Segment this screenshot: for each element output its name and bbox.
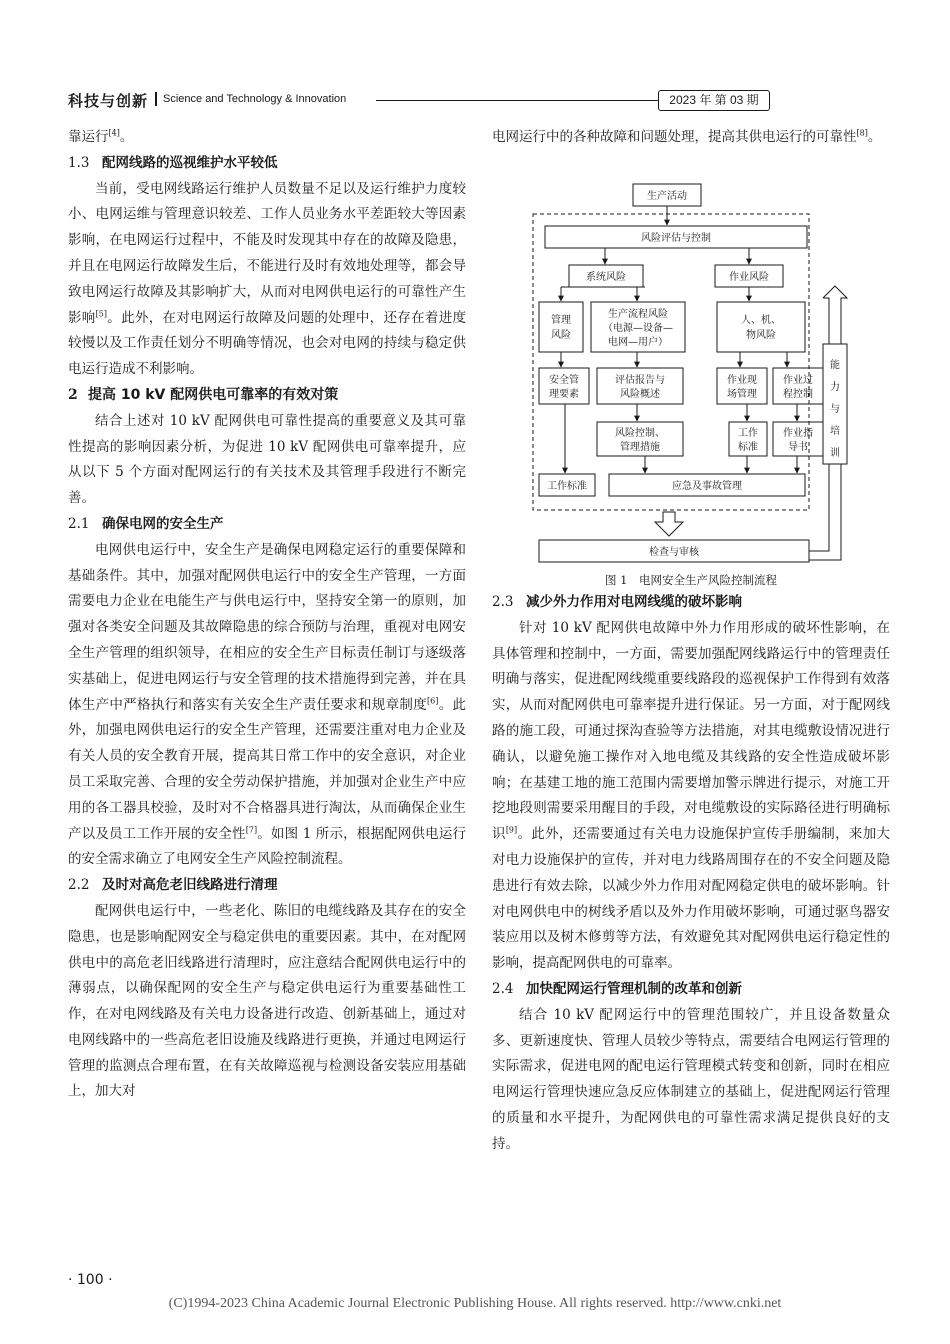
svg-text:理要素: 理要素 xyxy=(549,389,579,400)
svg-text:作业现: 作业现 xyxy=(727,375,757,386)
figure-caption: 图 1 电网安全生产风险控制流程 xyxy=(605,573,777,587)
paragraph: 结合 10 kV 配网运行中的管理范围较广，并且设备数量众多、更新速度快、管理人员较少等特点，需要结合电网运行管理的实际需求，促进电网的配电运行管理模式转变和创新，同时在相应电网运行管理快速应急反应体制建立的基础上，促进配网运行管理的质量和水平提升，为配网供电的可靠性需求满足提供良好的支持。 xyxy=(492,1006,890,1152)
svg-text:检查与审核: 检查与审核 xyxy=(649,547,699,558)
section-heading-2-3: 2.3 减少外力作用对电网线缆的破坏影响 xyxy=(492,594,742,610)
section-heading-2-1: 2.1 确保电网的安全生产 xyxy=(68,515,224,532)
paragraph: 电网运行中的各种故障和问题处理，提高其供电运行的可靠性[8]。 xyxy=(492,128,882,145)
svg-text:培: 培 xyxy=(830,426,840,437)
paragraph: 结合上述对 10 kV 配网供电可靠性提高的重要意义及其可靠性提高的影响因素分析，为促进 10 kV 配网供电可靠率提升，应从以下 5 个方面对配网运行的有关技术及其管理手段进行不断完善。 xyxy=(68,412,466,507)
paragraph: 靠运行[4]。 xyxy=(68,128,134,145)
svg-text:工作标准: 工作标准 xyxy=(547,481,587,492)
risk-control-flowchart xyxy=(525,180,865,570)
svg-text:管理措施: 管理措施 xyxy=(620,442,660,453)
svg-text:能: 能 xyxy=(830,360,840,371)
paragraph: 当前，受电网线路运行维护人员数量不足以及运行维护力度较小、电网运维与管理意识较差、工作人员业务水平差距较大等因素影响，在电网运行过程中，不能及时发现其中存在的故障及隐患，并且在电网运行故障发生后，不能进行及时有效地处理等，都会导致电网运行故障及其影响扩大，从而对电网供电运行的可靠性产生影响[5]。此外，在对电网运行故障及问题的处理中，还存在着进度较慢以及工作责任划分不明确等情况，也会对电网的持续与稳定供电运行造成不利影响。 xyxy=(68,180,467,378)
flowchart-labels xyxy=(547,189,840,558)
right-column-top xyxy=(492,125,890,151)
svg-text:场管理: 场管理 xyxy=(727,389,757,400)
header-divider xyxy=(155,92,157,106)
journal-title-en: Science and Technology & Innovation xyxy=(163,93,347,105)
box-mgmt-risk xyxy=(539,302,583,352)
svg-text:训: 训 xyxy=(830,448,840,459)
svg-text:风险控制、: 风险控制、 xyxy=(615,428,665,439)
svg-text:力: 力 xyxy=(830,382,840,393)
section-heading-1-3: 1.3 配网线路的巡视维护水平较低 xyxy=(68,154,278,171)
svg-text:导书: 导书 xyxy=(788,442,808,453)
section-heading-2-2: 2.2 及时对高危老旧线路进行清理 xyxy=(68,877,278,894)
svg-text:风险: 风险 xyxy=(551,330,571,341)
svg-text:与: 与 xyxy=(830,404,840,415)
paragraph: 配网供电运行中，一些老化、陈旧的电缆线路及其存在的安全隐患，也是影响配网安全与稳定供电的重要因素。其中，在对配网供电中的高危老旧线路进行清理时，应注意结合配网供电运行中的薄弱点，以确保配网的安全生产与稳定供电运行为重要基础性工作，在对电网线路及有关电力设备进行改造、创新基础上，通过对电网线路中的一些高危老旧设施及线路进行更换，并通过电网运行管理的监测点合理布置，在有关故障巡视与检测设备安装应用基础上，加大对 xyxy=(68,902,466,1100)
paragraph: 电网供电运行中，安全生产是确保电网稳定运行的重要保障和基础条件。其中，加强对配网供电运行中的安全生产管理，一方面需要电力企业在电能生产与供电运行中，坚持安全第一的原则，加强对各类安全问题及其故障隐患的综合预防与治理，重视对电网安全生产管理的组织领导，在相应的安全生产目标责任制订与逐级落实基础上，促进电网运行与安全管理的技术措施得到完善，并在具体生产中严格执行和落实有关安全生产责任要求和规章制度[6]。此外，加强电网供电运行的安全生产管理，还需要注重对电力企业及有关人员的安全教育开展，提高其日常工作中的安全意识，对企业员工采取完善、合理的安全劳动保护措施，并加强对企业生产中应用的各工器具校验，及时对不合格器具进行淘汰，从而确保企业生产以及员工工作开展的安全性[7]。如图 1 所示，根据配网供电运行的安全需求确立了电网安全生产风险控制流程。 xyxy=(68,541,467,868)
copyright-footer: (C)1994-2023 China Academic Journal Electronic Publishing House. All rights reserved. http://www.cnki.net xyxy=(168,1296,782,1311)
right-column-bottom xyxy=(492,590,890,1158)
header-rule xyxy=(376,100,658,101)
svg-text:物风险: 物风险 xyxy=(746,330,776,341)
paragraph: 针对 10 kV 配网供电故障中外力作用形成的破坏性影响，在具体管理和控制中，一方面，需要加强配网线路运行中的管理责任明确与落实，促进配网线缆重要线路段的巡视保护工作得到有效落实，从而对配网供电可靠率提升进行保证。另一方面，对于配网线路的施工段，可通过探沟查验等方法措施，对其电缆敷设情况进行确认，以避免施工操作对入地电缆及其线路的安全性造成破坏影响；在基建工地的施工范围内需要增加警示牌进行提示，对施工开挖地段则需要采用醒目的手段，对电缆敷设的实际路径进行明确标识[9]。此外，还需要通过有关电力设施保护宣传手册编制，来加大对电力设施保护的宣传，并对电力线路周围存在的不安全问题及隐患进行有效去除，以减少外力作用对配网稳定供电的破坏影响。针对电网供电中的树线矛盾以及外力作用破坏影响，可通过驱鸟器安装应用以及树木修剪等方法，有效避免其对配网供电运行稳定性的影响，提高配网供电的可靠率。 xyxy=(492,619,891,972)
box-hmo-risk xyxy=(717,302,805,352)
svg-text:评估报告与: 评估报告与 xyxy=(615,375,665,386)
svg-text:生产流程风险: 生产流程风险 xyxy=(608,309,668,320)
svg-text:作业指: 作业指 xyxy=(783,428,813,439)
svg-text:风险评估与控制: 风险评估与控制 xyxy=(641,233,711,244)
section-heading-2: 2 提高 10 kV 配网供电可靠率的有效对策 xyxy=(68,386,339,403)
svg-text:风险概述: 风险概述 xyxy=(620,389,660,400)
svg-text:（电源—设备—: （电源—设备— xyxy=(603,323,673,334)
svg-text:电网—用户）: 电网—用户） xyxy=(608,337,668,348)
svg-text:程控制: 程控制 xyxy=(783,389,813,400)
svg-text:系统风险: 系统风险 xyxy=(586,272,626,283)
svg-text:作业过: 作业过 xyxy=(783,375,813,386)
svg-text:生产活动: 生产活动 xyxy=(647,191,687,202)
svg-text:管理: 管理 xyxy=(551,315,571,326)
issue-badge: 2023 年 第 03 期 xyxy=(658,90,770,111)
journal-title-cn: 科技与创新 xyxy=(68,92,149,110)
section-heading-2-4: 2.4 加快配网运行管理机制的改革和创新 xyxy=(492,980,742,997)
svg-text:标准: 标准 xyxy=(738,442,758,453)
left-column xyxy=(68,125,466,1105)
dashed-boundary xyxy=(533,214,809,510)
svg-text:安全管: 安全管 xyxy=(549,375,579,386)
svg-text:作业风险: 作业风险 xyxy=(729,272,769,283)
svg-text:应急及事故管理: 应急及事故管理 xyxy=(672,481,742,492)
svg-text:人、机、: 人、机、 xyxy=(741,315,781,326)
svg-text:工作: 工作 xyxy=(738,428,758,439)
page-number: · 100 · xyxy=(68,1272,113,1288)
